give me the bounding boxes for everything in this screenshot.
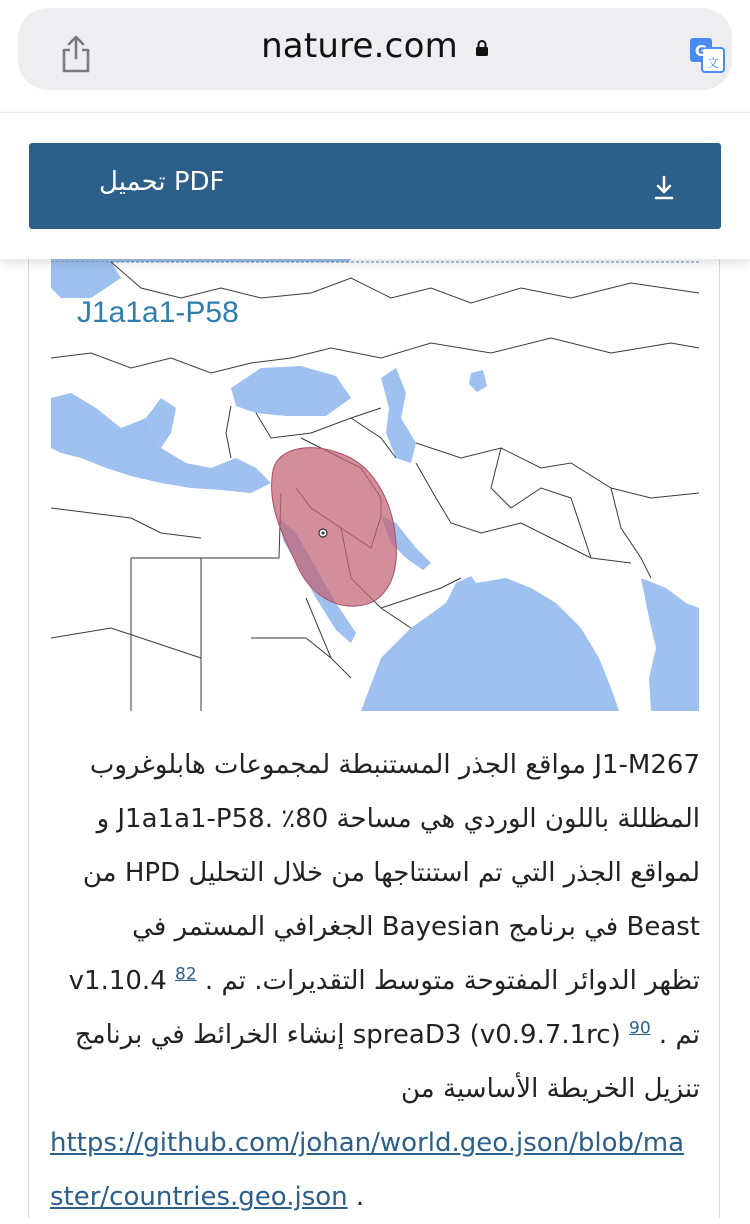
reference-link-90[interactable]: 90: [629, 1018, 651, 1039]
caption-line: [50, 954, 700, 1008]
svg-text:G: G: [694, 42, 708, 60]
url-display[interactable]: [18, 26, 732, 66]
caption-link-line: [50, 1170, 700, 1224]
reference-link-82[interactable]: 82: [175, 964, 197, 985]
browser-toolbar: [0, 0, 750, 112]
figure-caption: [50, 738, 700, 1224]
download-pdf-button[interactable]: [29, 143, 721, 229]
caption-line: J1-M267 مواقع الجذر المستنبطة لمجموعات هابلوغروب: [89, 750, 700, 780]
translate-icon[interactable]: [688, 36, 726, 74]
caption-text: تظهر الدوائر المفتوحة متوسط التقديرات. تم .: [196, 966, 700, 996]
sticky-download-bar: [0, 112, 750, 259]
caption-line: [50, 1008, 700, 1062]
caption-link-line: [50, 1116, 700, 1170]
haplogroup-label: J1a1a1-P58: [77, 296, 239, 329]
caption-line: تنزيل الخريطة الأساسية من: [401, 1074, 700, 1104]
figure-map[interactable]: [51, 258, 699, 711]
caption-line: المظللة باللون الوردي هي مساحة 80٪ .J1a1a1-P58 و: [96, 804, 700, 834]
svg-text:文: 文: [706, 56, 720, 70]
basemap-link-continued[interactable]: ster/countries.geo.json: [50, 1182, 348, 1212]
basemap-link[interactable]: https://github.com/johan/world.geo.json/blob/ma: [50, 1128, 685, 1158]
lock-icon: [475, 39, 489, 57]
caption-text: تم .: [650, 1020, 700, 1050]
caption-text: .: [347, 1182, 365, 1212]
address-bar[interactable]: [18, 8, 732, 90]
caption-line: Beast في برنامج Bayesian الجغرافي المستمر في: [132, 912, 700, 942]
caption-text: v1.10.4: [68, 966, 176, 996]
caption-text: (v0.9.7.1rc) spreaD3 إنشاء الخرائط في برنامج: [74, 1020, 630, 1050]
url-text: nature.com: [261, 26, 458, 66]
download-pdf-label: تحميل PDF: [99, 167, 225, 197]
download-icon: [649, 173, 679, 203]
caption-line: لمواقع الجذر التي تم استنتاجها من خلال التحليل HPD من: [82, 858, 700, 888]
